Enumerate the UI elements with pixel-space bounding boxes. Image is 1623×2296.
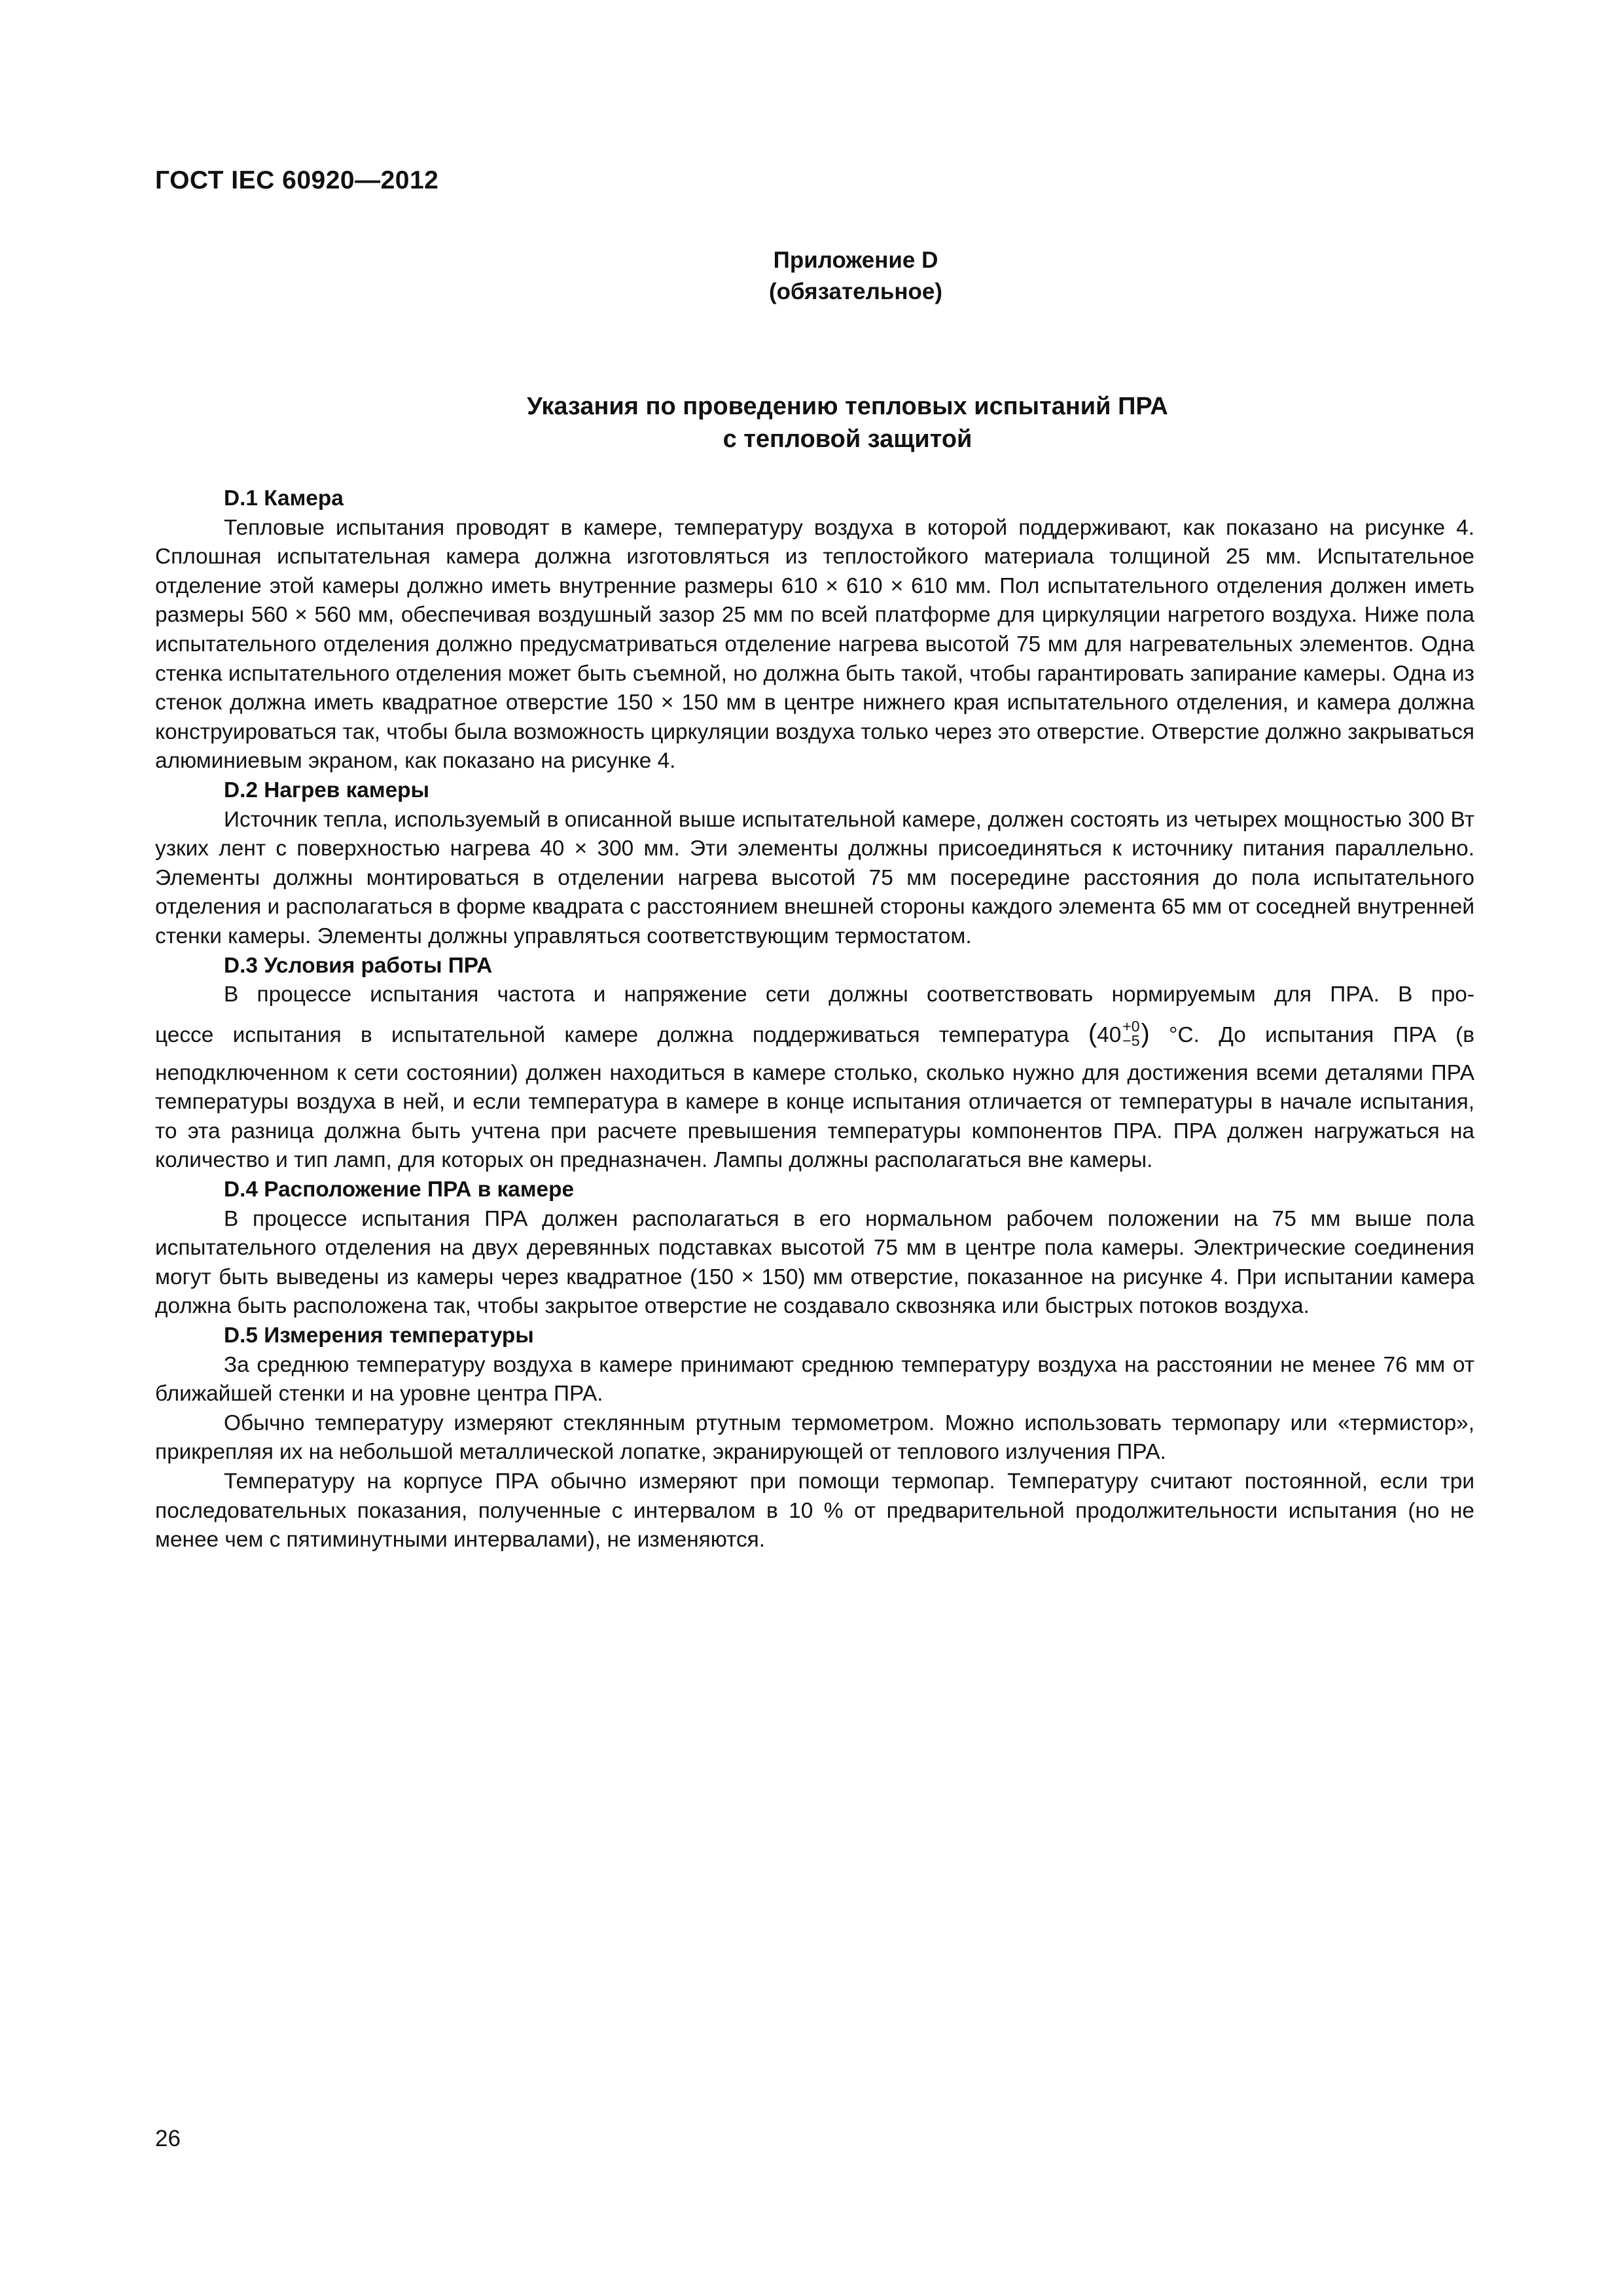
annex-title: Приложение D: [773, 247, 938, 273]
temperature-lower-tolerance: −5: [1122, 1031, 1140, 1049]
section-d5-paragraph-3: Температуру на корпусе ПРА обычно измеряют при помощи термопар. Температуру считают постоянной, если три последовательных показания, полученные с интервалом в 10 % от предварительной продолжительности испытания (но не менее чем с пятиминутными интервалами), не изменяются.: [155, 1469, 1474, 1552]
temperature-base: 40: [1097, 1022, 1122, 1047]
section-d3-temperature-line: [155, 1010, 1474, 1059]
section-d3-heading: D.3 Условия работы ПРА: [224, 953, 493, 978]
section-d1-heading: D.1 Камера: [224, 486, 344, 511]
section-d2-text: Источник тепла, используемый в описанной выше испытательной камере, должен состоять из четырех мощностью 300 Вт узких лент с поверхностью нагрева 40 × 300 мм. Эти элементы должны присоединяться к источнику питания параллельно. Элементы должны монтироваться в отделении нагрева высотой 75 мм посередине расстояния до пола испытательного отделения и располагаться в форме квадрата с расстоянием внешней стороны каждого элемента 65 мм от соседней внутренней стенки камеры. Элементы должны управляться соответствующим термостатом.: [155, 807, 1474, 948]
temperature-upper-tolerance: +0: [1122, 1017, 1140, 1035]
section-d2-heading: D.2 Нагрев камеры: [224, 778, 430, 802]
temperature-tolerance: [1122, 1019, 1139, 1048]
annex-heading: [0, 245, 1623, 308]
standard-header: ГОСТ IEC 60920—2012: [155, 166, 439, 194]
document-body: [155, 484, 1474, 1555]
annex-status: (обязательное): [768, 279, 942, 304]
section-d3-text-after-temp: °С. До испытания ПРА (в: [1169, 1022, 1475, 1047]
section-d5-paragraph-2: Обычно температуру измеряют стеклянным ртутным термометром. Можно использовать термопару или «термистор», прикрепляя их на небольшой металлической лопатке, экранирующей от теплового излучения ПРА.: [155, 1410, 1474, 1465]
page-number: 26: [155, 2126, 181, 2151]
section-d1-text: Тепловые испытания проводят в камере, температуру воздуха в которой поддерживают, как показано на рисунке 4. Сплошная испытательная камера должна изготовляться из теплостойкого материала толщиной 25 мм. Испытательное отделение этой камеры должно иметь внутренние размеры 610 × 610 × 610 мм. Пол испытательного отделения должен иметь размеры 560 × 560 мм, обеспечивая воздушный зазор 25 мм по всей платформе для циркуляции нагретого воздуха. Ниже пола испытательного отделения должно предусматриваться отделение нагрева высотой 75 мм для нагревательных элементов. Одна стенка испытательного отделения может быть съемной, но должна быть такой, чтобы гарантировать запирание камеры. Одна из стенок должна иметь квадратное отверстие 150 × 150 мм в центре нижнего края испытательного отделения, и камера должна конструироваться так, чтобы была возможность циркуляции воздуха только через это отверстие. Отверстие должно закрываться алюминиевым экраном, как показано на рисунке 4.: [155, 515, 1474, 774]
section-d3-text-before-temp: цессе испытания в испытательной камере должна поддерживаться температура: [155, 1022, 1069, 1047]
section-d4-heading: D.4 Расположение ПРА в камере: [224, 1177, 575, 1202]
document-title: [0, 390, 1623, 456]
document-title-line-2: с тепловой защитой: [722, 425, 972, 453]
temperature-spec: (40 +0 −5 ): [1088, 1017, 1150, 1049]
section-d3-text-rest: неподключенном к сети состоянии) должен находиться в камере столько, сколько нужно для достижения всеми деталями ПРА температуры воздуха в ней, и если температура в камере в конце испытания отличается от температуры в начале испытания, то эта разница должна быть учтена при расчете превышения температуры компонентов ПРА. ПРА должен нагружаться на количество и тип ламп, для которых он предназначен. Лампы должны располагаться вне камеры.: [155, 1060, 1474, 1173]
section-d3-text-line-1: В процессе испытания частота и напряжение сети должны соответствовать нормируемым для ПРА. В про-: [224, 982, 1474, 1007]
section-d5-heading: D.5 Измерения температуры: [224, 1323, 534, 1348]
document-title-line-1: Указания по проведению тепловых испытаний ПРА: [527, 393, 1168, 420]
section-d4-text: В процессе испытания ПРА должен располагаться в его нормальном рабочем положении на 75 мм выше пола испытательного отделения на двух деревянных подставках высотой 75 мм в центре пола камеры. Электрические соединения могут быть выведены из камеры через квадратное (150 × 150) мм отверстие, показанное на рисунке 4. При испытании камера должна быть расположена так, чтобы закрытое отверстие не создавало сквозняка или быстрых потоков воздуха.: [155, 1206, 1474, 1319]
section-d5-paragraph-1: За среднюю температуру воздуха в камере принимают среднюю температуру воздуха на расстоянии не менее 76 мм от ближайшей стенки и на уровне центра ПРА.: [155, 1352, 1474, 1407]
